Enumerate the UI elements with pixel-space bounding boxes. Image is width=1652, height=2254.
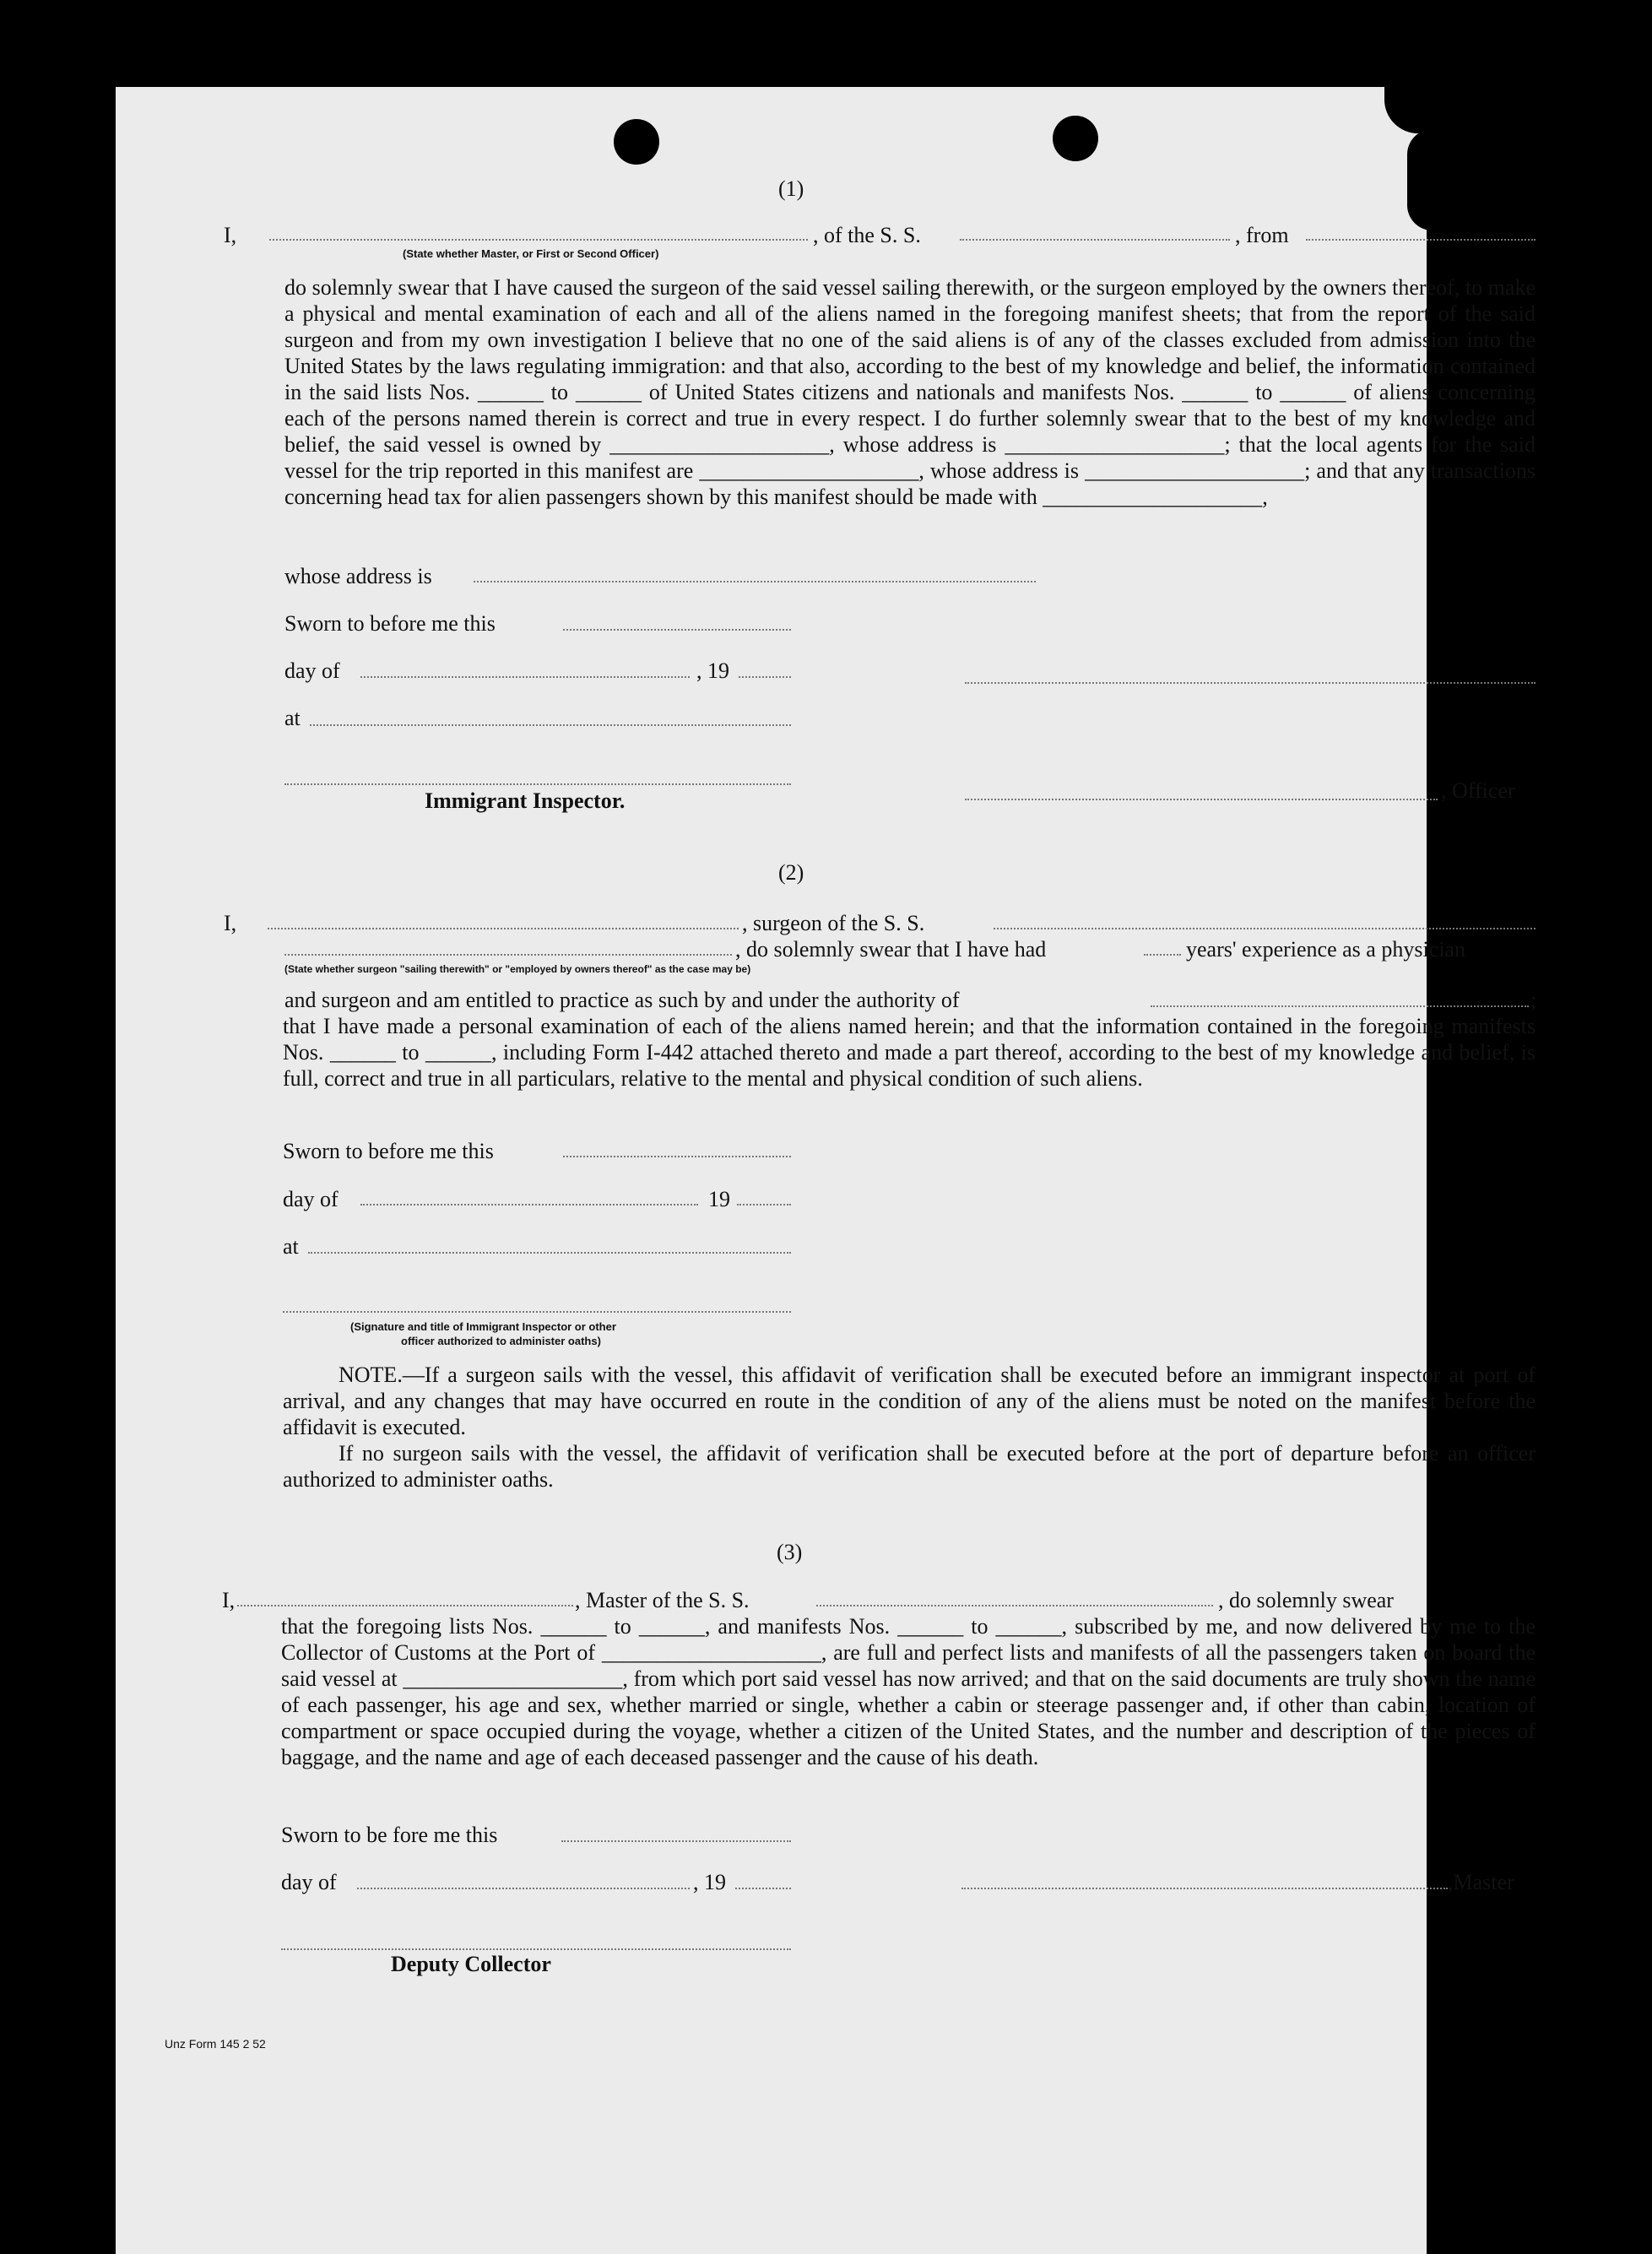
- year-label-1: , 19: [696, 658, 729, 683]
- form-page: [116, 87, 1537, 2254]
- label-solemnly-swear-3: , do solemnly swear: [1218, 1588, 1394, 1612]
- section-3-number: (3): [777, 1540, 803, 1564]
- surgeon-name-field[interactable]: [268, 928, 739, 929]
- oath-officer-signature-field[interactable]: [283, 1311, 791, 1313]
- day-of-label-3: day of: [281, 1870, 337, 1894]
- sworn-label-1: Sworn to before me this: [284, 611, 496, 636]
- semicolon: ;: [1530, 988, 1537, 1012]
- signature-caption-1: (Signature and title of Immigrant Inspector or other: [350, 1320, 616, 1333]
- sworn-day-field-2[interactable]: [563, 1156, 791, 1157]
- year-label-3: , 19: [693, 1870, 726, 1894]
- deputy-collector-signature-field[interactable]: [281, 1948, 791, 1950]
- master-label: ,Master: [1448, 1870, 1514, 1894]
- month-field-2[interactable]: [360, 1204, 698, 1206]
- signature-caption-2: officer authorized to administer oaths): [401, 1335, 601, 1347]
- sworn-label-2: Sworn to before me this: [283, 1139, 494, 1163]
- officer-caption: (State whether Master, or First or Second Officer): [403, 247, 659, 260]
- month-field-3[interactable]: [357, 1888, 690, 1889]
- officer-label: , Officer: [1441, 778, 1515, 803]
- immigrant-inspector-label: Immigrant Inspector.: [425, 788, 626, 813]
- surgeon-caption: (State whether surgeon "sailing therewith" or "employed by owners thereof" as the case may be): [284, 963, 751, 975]
- inspector-signature-field[interactable]: [284, 783, 791, 785]
- section-1-body: do solemnly swear that I have caused the surgeon of the said vessel sailing therewith, or the surgeon employed by the owners thereof, to make a physical and mental examination of each and all of the aliens named in the foregoing manifest sheets; that from the report of the said surgeon and from my own investigation I believe that no one of the said aliens is of any of the classes excluded from admission into the United States by the laws regulating immigration: and that also, according to the best of my knowledge and belief, the information contained in the said lists Nos. ______ to ______ of United States citizens and nationals and manifests Nos. ______ to ______ of aliens concerning each of the persons named therein is correct and true in every respect. I do further solemnly swear that to the best of my knowledge and belief, the said vessel is owned by ____________________, whose address is ____________________; that the local agents for the said vessel for the trip reported in this manifest are ____________________, whose address is ____________________; and that any transactions concerning head tax for alien passengers shown by this manifest should be made with ____________________,: [284, 275, 1536, 509]
- punch-hole: [1498, 1999, 1544, 2045]
- label-from: , from: [1235, 223, 1289, 247]
- label-solemnly-swear-2: , do solemnly swear that I have had: [735, 937, 1047, 962]
- years-field[interactable]: [1144, 954, 1181, 956]
- label-i-3: I,: [222, 1588, 236, 1612]
- label-i-2: I,: [224, 911, 237, 935]
- surgeon-ship-field[interactable]: [994, 928, 1536, 929]
- section-2-body: that I have made a personal examination of each of the aliens named herein; and that the information contained in the foregoing manifests Nos. ______ to ______, including Form I-442 attached thereto and made a part thereof, according to the best of my knowledge and belief, is full, correct and true in all particulars, relative to the mental and physical condition of such aliens.: [283, 1014, 1536, 1091]
- month-field-1[interactable]: [360, 676, 690, 678]
- at-field-1[interactable]: [310, 724, 791, 726]
- officer-signature-field[interactable]: [965, 682, 1536, 684]
- year-field-1[interactable]: [739, 676, 791, 678]
- officer-title-field[interactable]: [965, 799, 1438, 800]
- punch-hole: [1498, 2134, 1544, 2180]
- section-1-line1: [224, 222, 236, 248]
- label-years-experience: years' experience as a physician: [1186, 937, 1465, 962]
- master-name-field[interactable]: [237, 1605, 573, 1607]
- year-label-2: 19: [708, 1187, 730, 1211]
- section-3-body: that the foregoing lists Nos. ______ to ______, and manifests Nos. ______ to ______, subscribed by me, and now delivered by me to the Collector of Customs at the Port of ____________________, are full and perfect lists and manifests of all the passengers taken on board the said vessel at ____________________, from which port said vessel has now arrived; and that on the said documents are truly shown the name of each passenger, his age and sex, whether married or single, whether a cabin or steerage passenger and, if other than cabin, location of compartment or space occupied during the voyage, whether a citizen of the United States, and the number and description of the pieces of baggage, and the name and age of each deceased passenger and the cause of his death.: [281, 1614, 1536, 1769]
- master-ship-field[interactable]: [816, 1605, 1213, 1607]
- punch-hole: [614, 119, 659, 165]
- at-label-2: at: [283, 1234, 299, 1259]
- note-paragraph-1: NOTE.—If a surgeon sails with the vessel, this affidavit of verification shall be executed before an immigrant inspector at port of arrival, and any changes that may have occurred en route in the condition of any of the aliens must be noted on the manifest before the affidavit is executed.: [283, 1363, 1536, 1439]
- section-2-number: (2): [778, 860, 804, 885]
- head-tax-address-field[interactable]: [474, 581, 1036, 582]
- label-surgeon-of-ss: , surgeon of the S. S.: [742, 911, 925, 935]
- punch-hole: [1490, 1146, 1536, 1192]
- punch-hole: [1498, 1488, 1544, 1534]
- authority-line: and surgeon and am entitled to practice as such by and under the authority of: [284, 988, 960, 1012]
- note-paragraph-2: If no surgeon sails with the vessel, the affidavit of verification shall be executed before at the port of departure before an officer authorized to administer oaths.: [283, 1441, 1536, 1492]
- sworn-day-field-3[interactable]: [561, 1840, 791, 1842]
- year-field-2[interactable]: [737, 1204, 791, 1206]
- at-field-2[interactable]: [308, 1252, 791, 1254]
- surgeon-type-field[interactable]: [284, 954, 732, 956]
- day-of-label-2: day of: [283, 1187, 339, 1211]
- authority-field[interactable]: [1151, 1005, 1529, 1007]
- sworn-day-field-1[interactable]: [563, 629, 791, 631]
- torn-corner: [1384, 83, 1435, 133]
- label-whose-address: whose address is: [284, 564, 432, 588]
- from-field[interactable]: [1306, 239, 1536, 241]
- ship-name-field[interactable]: [960, 239, 1230, 241]
- punch-hole: [1053, 116, 1098, 161]
- at-label-1: at: [284, 706, 301, 730]
- deputy-collector-label: Deputy Collector: [391, 1952, 551, 1976]
- section-1-number: (1): [778, 176, 804, 201]
- day-of-label-1: day of: [284, 658, 340, 683]
- sworn-label-3: Sworn to be fore me this: [281, 1823, 498, 1847]
- master-signature-field[interactable]: [961, 1888, 1448, 1889]
- torn-edge: [1407, 129, 1441, 230]
- form-number: Unz Form 145 2 52: [165, 2037, 266, 2051]
- year-field-3[interactable]: [735, 1888, 791, 1889]
- officer-name-field[interactable]: [269, 239, 808, 241]
- label-of-ss: , of the S. S.: [813, 223, 921, 247]
- label-master-of-ss: , Master of the S. S.: [575, 1588, 750, 1612]
- punch-hole: [1486, 615, 1531, 660]
- label-i: I,: [224, 223, 237, 247]
